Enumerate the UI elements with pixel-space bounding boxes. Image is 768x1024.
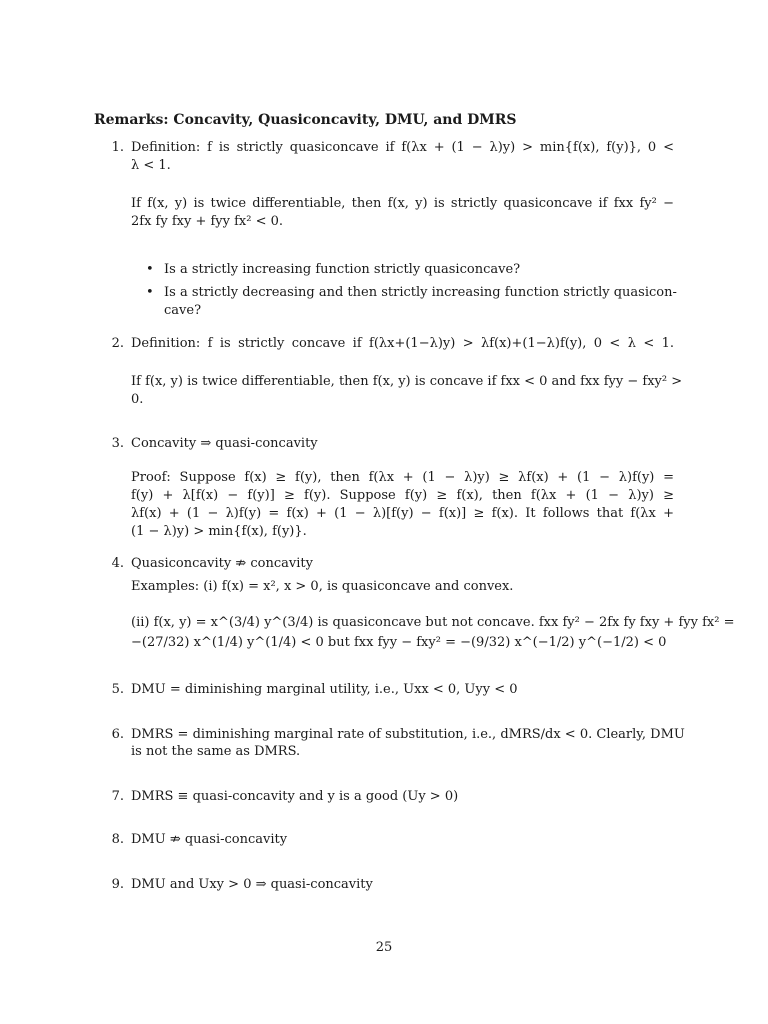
item-3-number: 3. — [111, 436, 124, 451]
page-number: 25 — [375, 940, 393, 955]
item-2-para-line-1: If f(x, y) is twice differentiable, then f(x, y) is concave if fxx < 0 and fxx fyy − fxy² > — [131, 374, 683, 389]
item-1-para-line-1: If f(x, y) is twice differentiable, then f(x, y) is strictly quasiconcave if fxx fy² − — [131, 196, 674, 211]
section-title: Remarks: Concavity, Quasiconcavity, DMU, and DMRS — [94, 112, 517, 128]
item-4-number: 4. — [111, 556, 124, 571]
item-3-proof-line-2: f(y) + λ[f(x) − f(y)] ≥ f(y). Suppose f(y) ≥ f(x), then f(λx + (1 − λ)y) ≥ — [131, 488, 674, 503]
item-4-example-line-2: −(27/32) x^(1/4) y^(1/4) < 0 but fxx fyy − fxy² = −(9/32) x^(−1/2) y^(−1/2) < 0 — [131, 635, 667, 650]
item-1-number: 1. — [111, 140, 124, 155]
item-8-number: 8. — [111, 832, 124, 847]
item-3-proof-line-1: Proof: Suppose f(x) ≥ f(y), then f(λx + (1 − λ)y) ≥ λf(x) + (1 − λ)f(y) = — [131, 470, 674, 485]
item-1-line-2: λ < 1. — [131, 158, 171, 173]
item-3-line-1: Concavity ⇒ quasi-concavity — [131, 436, 318, 451]
item-3-proof-line-4: (1 − λ)y) > min{f(x), f(y)}. — [131, 524, 307, 539]
item-6-number: 6. — [111, 727, 124, 742]
bullet-2-text-line-1: Is a strictly decreasing and then strictly increasing function strictly quasicon- — [164, 285, 677, 300]
item-5-line-1: DMU = diminishing marginal utility, i.e., Uxx < 0, Uyy < 0 — [131, 682, 518, 697]
item-3-proof-line-3: λf(x) + (1 − λ)f(y) = f(x) + (1 − λ)[f(y) − f(x)] ≥ f(x). It follows that f(λx + — [131, 506, 674, 521]
bullet-dot: • — [146, 285, 154, 300]
item-1-line-1: Definition: f is strictly quasiconcave if f(λx + (1 − λ)y) > min{f(x), f(y)}, 0 < — [131, 140, 674, 155]
item-6-line-2: is not the same as DMRS. — [131, 744, 301, 759]
bullet-2-text-line-2: cave? — [164, 303, 202, 318]
bullet-dot: • — [146, 262, 154, 277]
item-4-line-1: Quasiconcavity ⇏ concavity — [131, 556, 313, 571]
item-2-number: 2. — [111, 336, 124, 351]
item-2-line-1: Definition: f is strictly concave if f(λx+(1−λ)y) > λf(x)+(1−λ)f(y), 0 < λ < 1. — [131, 336, 674, 351]
item-5-number: 5. — [111, 682, 124, 697]
item-7-number: 7. — [111, 789, 124, 804]
bullet-1-text: Is a strictly increasing function strictly quasiconcave? — [164, 262, 521, 277]
item-9-line-1: DMU and Uxy > 0 ⇒ quasi-concavity — [131, 877, 373, 892]
item-6-line-1: DMRS = diminishing marginal rate of substitution, i.e., dMRS/dx < 0. Clearly, DMU — [131, 727, 685, 742]
item-7-line-1: DMRS ≡ quasi-concavity and y is a good (Uy > 0) — [131, 789, 459, 804]
item-9-number: 9. — [111, 877, 124, 892]
item-2-para-line-2: 0. — [131, 392, 144, 407]
item-4-example-line-1: (ii) f(x, y) = x^(3/4) y^(3/4) is quasiconcave but not concave. fxx fy² − 2fx fy fxy + fyy fx² = — [131, 615, 735, 630]
item-8-line-1: DMU ⇏ quasi-concavity — [131, 832, 288, 847]
item-1-para-line-2: 2fx fy fxy + fyy fx² < 0. — [131, 214, 284, 229]
item-4-line-2: Examples: (i) f(x) = x², x > 0, is quasiconcave and convex. — [131, 579, 514, 594]
